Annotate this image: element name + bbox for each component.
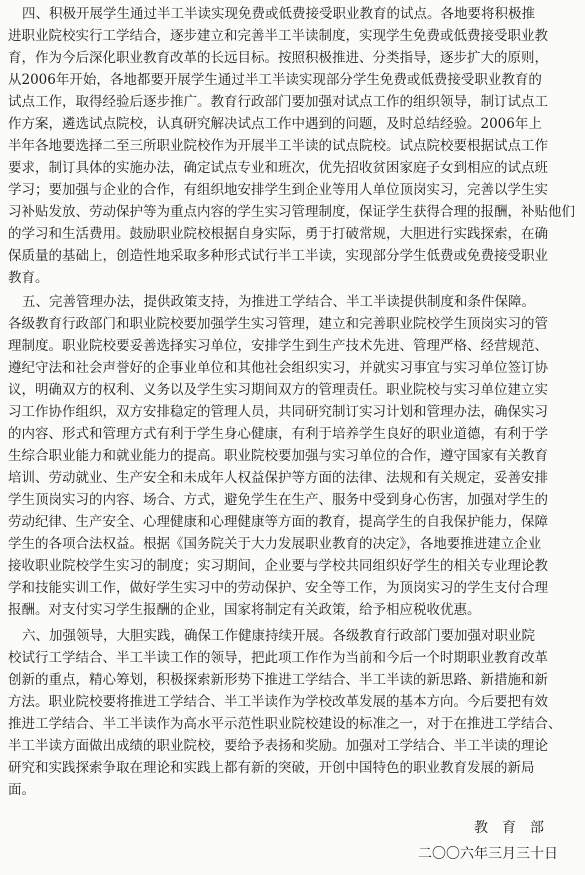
section-5-line: 各级教育行政部门和职业院校要加强学生实习管理，建立和完善职业院校学生顶岗实习的管 bbox=[8, 316, 548, 332]
section-6-line: 面。 bbox=[8, 782, 35, 798]
section-5-line: 学生的各项合法权益。根据《国务院关于大力发展职业教育的决定》，各地要推进建立企业 bbox=[8, 536, 542, 552]
section-6-line: 六、加强领导，大胆实践，确保工作健康持续开展。各级教育行政部门要加强对职业院 bbox=[22, 628, 535, 644]
section-6-paragraph bbox=[8, 625, 582, 801]
section-4-line: 从2006年开始，各地都要开展学生通过半工半读实现部分学生免费或低费接受职业教育的 bbox=[8, 72, 542, 88]
section-5-line: 培训、劳动就业、生产安全和未成年人权益保护等方面的法律、法规和有关规定，妥善安排 bbox=[8, 470, 548, 486]
section-4-line: 半年各地要选择二至三所职业院校作为开展半工半读的试点院校。试点院校要根据试点工作 bbox=[8, 138, 548, 154]
section-6-line: 推进工学结合、半工半读作为高水平示范性职业院校建设的标准之一，对于在推进工学结合、 bbox=[8, 716, 562, 732]
section-4-line: 试点工作，取得经验后逐步推广。教育行政部门要加强对试点工作的组织领导，制订试点工 bbox=[8, 94, 548, 110]
section-4-line: 习补贴发放、劳动保护等为重点内容的学生实习管理制度，保证学生获得合理的报酬，补贴他们 bbox=[8, 204, 575, 220]
section-5-line: 学生顶岗实习的内容、场合、方式，避免学生在生产、服务中受到身心伤害，加强对学生的 bbox=[8, 492, 548, 508]
section-5-line: 习工作协作组织，双方安排稳定的管理人员，共同研究制订实习计划和管理办法，确保实习 bbox=[8, 404, 548, 420]
section-4-line: 进职业院校实行工学结合，逐步建立和完善半工半读制度，实现学生免费或低费接受职业教 bbox=[8, 28, 548, 44]
section-5-line: 的内容、形式和管理方式有利于学生身心健康，有利于培养学生良好的职业道德，有利于学 bbox=[8, 426, 548, 442]
section-4-line: 学习；要加强与企业的合作，有组织地安排学生到企业等用人单位顶岗实习，完善以学生实 bbox=[8, 182, 548, 198]
section-4-line: 四、积极开展学生通过半工半读实现免费或低费接受职业教育的试点。各地要将积极推 bbox=[22, 6, 535, 22]
section-6-line: 创新的重点，精心筹划，积极探索新形势下推进工学结合、半工半读的新思路、新措施和新 bbox=[8, 672, 548, 688]
section-6-line: 校试行工学结合、半工半读工作的领导，把此项工作作为当前和今后一个时期职业教育改革 bbox=[8, 650, 548, 666]
section-4-line: 保质量的基础上，创造性地采取多种形式试行半工半读，实现部分学生低费或免费接受职业 bbox=[8, 248, 548, 264]
section-4-line: 要求，制订具体的实施办法，确定试点专业和班次，优先招收贫困家庭子女到相应的试点班 bbox=[8, 160, 548, 176]
section-4-paragraph bbox=[8, 3, 582, 289]
issuer-signature: 教 育 部 bbox=[474, 820, 544, 836]
section-5-paragraph bbox=[8, 291, 582, 621]
section-5-line: 劳动纪律、生产安全、心理健康和心理健康等方面的教育，提高学生的自我保护能力，保障 bbox=[8, 514, 548, 530]
section-4-line: 育，作为今后深化职业教育改革的长远目标。按照积极推进、分类指导，逐步扩大的原则， bbox=[8, 50, 548, 66]
section-6-line: 研究和实践探索争取在理论和实践上都有新的突破，开创中国特色的职业教育发展的新局 bbox=[8, 760, 535, 776]
section-6-line: 方法。职业院校要将推进工学结合、半工半读作为学校改革发展的基本方向。今后要把有效 bbox=[8, 694, 548, 710]
section-5-line: 五、完善管理办法，提供政策支持，为推进工学结合、半工半读提供制度和条件保障。 bbox=[22, 294, 535, 310]
section-5-line: 学和技能实训工作，做好学生实习中的劳动保护、安全等工作，为顶岗实习的学生支付合理 bbox=[8, 580, 548, 596]
issue-date: 二〇〇六年三月三十日 bbox=[418, 846, 558, 862]
section-4-line: 作方案，遴选试点院校，认真研究解决试点工作中遇到的问题，及时总结经验。2006年上 bbox=[8, 116, 542, 132]
section-5-line: 遵纪守法和社会声誉好的企事业单位和其他社会组织实习，并就实习事宜与实习单位签订协 bbox=[8, 360, 548, 376]
section-4-line: 教育。 bbox=[8, 270, 49, 286]
section-6-line: 半工半读方面做出成绩的职业院校，要给予表扬和奖励。加强对工学结合、半工半读的理论 bbox=[8, 738, 548, 754]
section-4-line: 的学习和生活费用。鼓励职业院校根据自身实际，勇于打破常规，大胆进行实践探索，在确 bbox=[8, 226, 548, 242]
section-5-line: 理制度。职业院校要妥善选择实习单位，安排学生到生产技术先进、管理严格、经营规范、 bbox=[8, 338, 548, 354]
section-5-line: 报酬。对支付实习学生报酬的企业，国家将制定有关政策，给予相应税收优惠。 bbox=[8, 602, 481, 618]
section-5-line: 接收职业院校学生实习的制度；实习期间，企业要与学校共同组织好学生的相关专业理论教 bbox=[8, 558, 548, 574]
section-5-line: 生综合职业能力和就业能力的提高。职业院校要加强与实习单位的合作，遵守国家有关教育 bbox=[8, 448, 548, 464]
section-5-line: 议，明确双方的权利、义务以及学生实习期间双方的管理责任。职业院校与实习单位建立实 bbox=[8, 382, 548, 398]
